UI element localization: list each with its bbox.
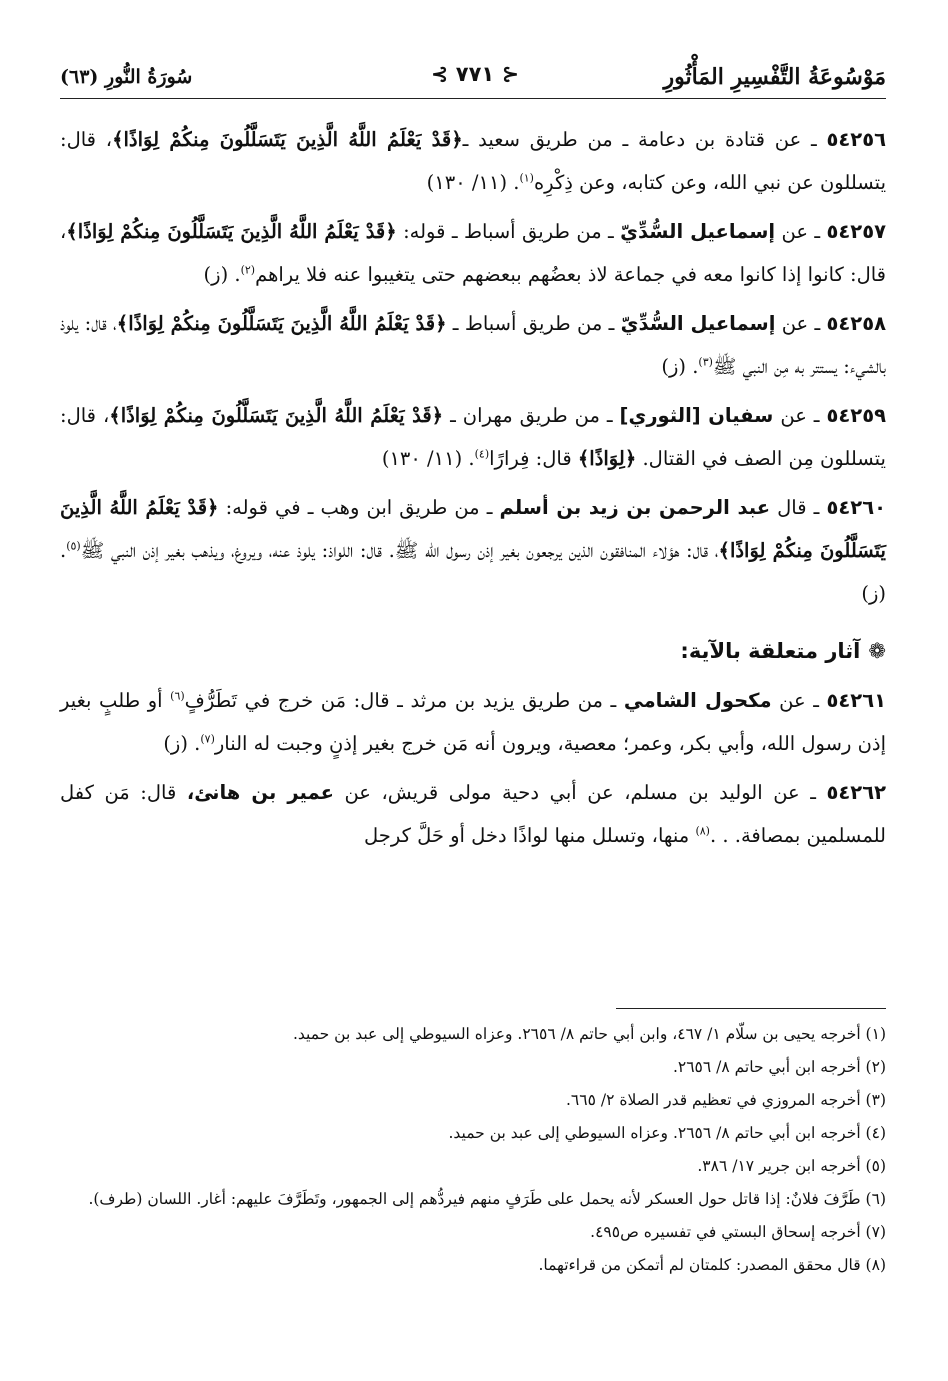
quran-quote: ﴿قَدْ يَعْلَمُ اللَّهُ الَّذِينَ يَتَسَلَّلُونَ مِنكُمْ لِوَاذًا﴾ (109, 404, 444, 427)
footnote-ref[interactable]: (١) (519, 171, 534, 185)
footnote-ref[interactable]: (٧) (200, 732, 215, 746)
entry-text: أو طلبٍ بغير إذن رسول الله، وأبي بكر، وعمر؛ معصية، ويرون أنه مَن خرج بغير إذنٍ وجبت له النار (60, 689, 886, 755)
entry-text: . (ز) (60, 539, 886, 605)
ornament-right-icon: ⊰ (501, 62, 520, 86)
footnote-ref[interactable]: (٦) (170, 689, 185, 703)
quran-quote: ﴿قَدْ يَعْلَمُ اللَّهُ الَّذِينَ يَتَسَلَّلُونَ مِنكُمْ لِوَاذًا﴾ (60, 496, 886, 562)
narrator-name: سفيان [الثوري] (619, 404, 774, 427)
footnote-divider (616, 1008, 886, 1009)
entry-number: ٥٤٢٦١ (826, 689, 887, 712)
quran-quote: ﴿قَدْ يَعْلَمُ اللَّهُ الَّذِينَ يَتَسَلَّلُونَ مِنكُمْ لِوَاذًا﴾ (112, 128, 463, 151)
narrator-name: عمير بن هانئ، (186, 781, 334, 804)
entry-number: ٥٤٢٥٧ (826, 220, 886, 243)
footnote-ref[interactable]: (٤) (474, 447, 490, 461)
entry-text: ـ من طريق مهران ـ (443, 404, 620, 427)
entry-text: منها، وتسلل منها لواذًا دخل أو حَلَّ كرجل (364, 824, 696, 847)
ornament-left-icon: ⊱ (430, 62, 449, 86)
page-number-wrap (405, 62, 545, 86)
footnote-1: (١) أخرجه يحيى بن سلّام ١/ ٤٦٧، وابن أبي حاتم ٨/ ٢٦٥٦. وعزاه السيوطي إلى عبد بن حميد. (292, 1025, 886, 1043)
entry-54259 (60, 394, 886, 480)
entry-text: قال: فِرارًا (489, 447, 578, 470)
page-number: ٧٧١ (455, 62, 495, 86)
footnote-ref[interactable]: (٥) (66, 539, 81, 553)
entry-text: ـ عن (773, 404, 827, 427)
footnote-3: (٣) أخرجه المروزي في تعظيم قدر الصلاة ٢/ ٦٦٥. (565, 1091, 886, 1109)
entry-text: ـ من طريق يزيد بن مرثد ـ قال: مَن خرج في تَطَرُّفٍ (184, 689, 624, 712)
section-title: آثار متعلقة بالآية: (680, 639, 861, 663)
entry-number: ٥٤٢٦٠ (826, 496, 886, 519)
entry-text: ، قال: يلوذ بالشيء: يستتر به مِن النبي ﷺ (60, 312, 886, 378)
surah-info: سُورَةُ النُّورِ (٦٣) (60, 66, 193, 88)
footnote-6: (٦) طَرَّفَ فلانٌ: إذا قاتل حول العسكر لأنه يحمل على طَرَفٍ منهم فيردُّهم إلى الجمهور، وتَطَرَّفَ عليهم: أغار. اللسان (طرف). (88, 1190, 886, 1208)
footnote-2: (٢) أخرجه ابن أبي حاتم ٨/ ٢٦٥٦. (672, 1058, 886, 1076)
entry-text: ـ عن (771, 689, 827, 712)
entry-number: ٥٤٢٥٦ (826, 128, 886, 151)
footnote-5: (٥) أخرجه ابن جرير ١٧/ ٣٨٦. (697, 1157, 886, 1175)
page-header (60, 60, 886, 100)
footnote-8: (٨) قال محقق المصدر: كلمتان لم أتمكن من قراءتهما. (538, 1256, 886, 1274)
entry-text: . (ز) (661, 355, 699, 378)
section-heading (60, 631, 886, 671)
entry-text: ، قال: يتسللون عن نبي الله، وعن كتابه، وعن ذِكْرِه (60, 128, 886, 194)
entry-54257 (60, 210, 886, 296)
main-text (60, 118, 886, 863)
entry-text: ـ عن الوليد بن مسلم، عن أبي دحية مولى قريش، عن (333, 781, 827, 804)
flower-ornament-icon: ❁ (868, 639, 886, 663)
footnote-ref[interactable]: (٣) (698, 355, 713, 369)
entry-54262 (60, 771, 886, 857)
entry-number: ٥٤٢٥٩ (826, 404, 886, 427)
entry-text: ـ عن (775, 312, 827, 335)
entry-text: . (١١/ ١٣٠) (426, 171, 520, 194)
entry-text: ، قال: هؤلاء المنافقون الذين يرجعون بغير إذن رسول الله ﷺ. قال: اللواذ: يلوذ عنه، ويروغ، ويذهب بغير إذن النبي ﷺ (80, 539, 719, 562)
entry-text: ـ من طريق أسباط ـ (446, 312, 621, 335)
narrator-name: عبد الرحمن بن زيد بن أسلم (499, 496, 771, 519)
entry-54256 (60, 118, 886, 204)
entry-text: ، قال: يتسللون مِن الصف في القتال. (60, 404, 886, 470)
quran-quote: ﴿لِوَاذًا﴾ (577, 447, 637, 470)
entry-text: ـ عن قتادة بن دعامة ـ من طريق سعيد ـ (462, 128, 827, 151)
entry-text: ـ من طريق ابن وهب ـ في قوله: (218, 496, 500, 519)
footnote-7: (٧) أخرجه إسحاق البستي في تفسيره ص٤٩٥. (590, 1223, 886, 1241)
footnotes (60, 1018, 886, 1282)
footnote-4: (٤) أخرجه ابن أبي حاتم ٨/ ٢٦٥٦. وعزاه السيوطي إلى عبد بن حميد. (448, 1124, 886, 1142)
entry-54260 (60, 486, 886, 615)
entry-text: ـ من طريق أسباط ـ قوله: (396, 220, 621, 243)
entry-54258 (60, 302, 886, 388)
entry-text: . (١١/ ١٣٠) (381, 447, 475, 470)
page (60, 60, 886, 1350)
book-title: مَوْسُوعَةُ التَّفْسِيرِ المَأْثُورِ (663, 64, 886, 90)
header-divider (60, 98, 886, 99)
entry-text: ، قال: كانوا إذا كانوا معه في جماعة لاذ بعضُهم ببعضهم حتى يتغيبوا عنه فلا يراهم (60, 220, 886, 286)
entry-number: ٥٤٢٥٨ (826, 312, 886, 335)
entry-text: ـ عن (775, 220, 827, 243)
narrator-name: إسماعيل السُّدِّيّ (620, 312, 776, 335)
narrator-name: مكحول الشامي (623, 689, 772, 712)
entry-text: . (ز) (163, 732, 201, 755)
entry-text: . (ز) (203, 263, 241, 286)
entry-text: قال: مَن كفل للمسلمين بمصافة. . . (60, 781, 886, 847)
entry-text: ـ قال (770, 496, 827, 519)
footnote-ref[interactable]: (٢) (240, 263, 256, 277)
entry-54261 (60, 679, 886, 765)
footnote-ref[interactable]: (٨) (695, 824, 710, 838)
entry-number: ٥٤٢٦٢ (826, 781, 886, 804)
quran-quote: ﴿قَدْ يَعْلَمُ اللَّهُ الَّذِينَ يَتَسَلَّلُونَ مِنكُمْ لِوَاذًا﴾ (66, 220, 397, 243)
quran-quote: ﴿قَدْ يَعْلَمُ اللَّهُ الَّذِينَ يَتَسَلَّلُونَ مِنكُمْ لِوَاذًا﴾ (116, 312, 447, 335)
narrator-name: إسماعيل السُّدِّيّ (620, 220, 776, 243)
